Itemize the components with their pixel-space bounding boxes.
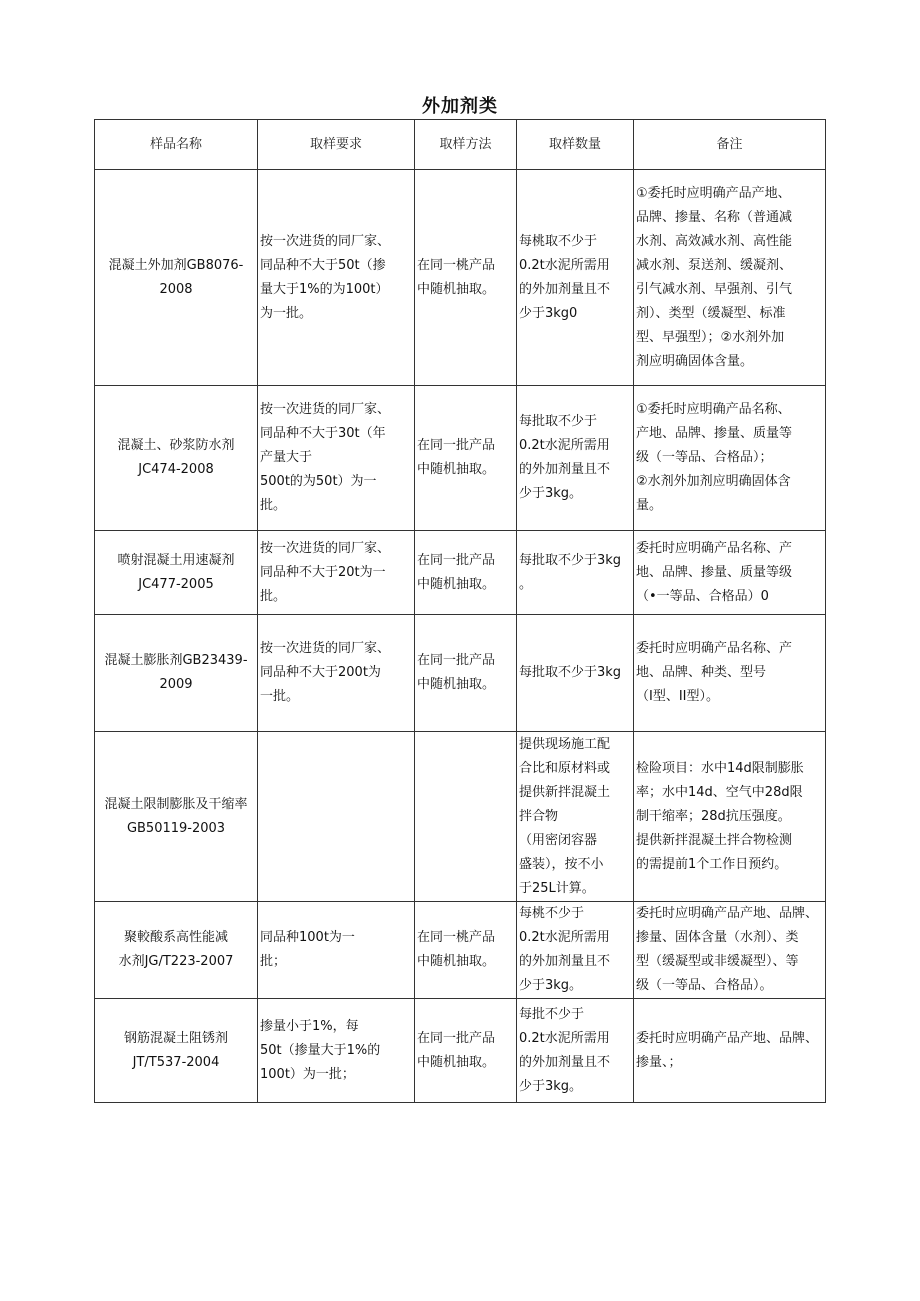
cell-text-line: 按一次进货的同厂家、 [260, 233, 391, 249]
cell-text-line: 在同一批产品 [417, 552, 496, 568]
cell-text-line: 委托时应明确产品产地、品牌、 [636, 906, 819, 921]
cell-text-line: 0.2t水泥所需用 [519, 1030, 610, 1046]
cell-text-line: 中随机抽取。 [417, 462, 496, 477]
cell-sampling-method [415, 531, 517, 615]
cell-sampling-quantity [517, 732, 634, 902]
cell-text-line: 拌合物 [519, 808, 559, 824]
cell-sampling-method [415, 615, 517, 732]
cell-sampling-requirement [258, 732, 415, 902]
cell-text-line: JT/T537-2004 [132, 1054, 220, 1070]
cell-text-line: 喷射混凝土用速凝剂 [117, 552, 235, 568]
cell-text-line: 地、品牌、掺量、质量等级 [636, 564, 793, 580]
cell-sampling-quantity [517, 902, 634, 999]
cell-text-line: 提供现场施工配 [519, 736, 611, 752]
cell-sampling-method [415, 386, 517, 531]
cell-text-line: 引气减水剂、早强剂、引气 [636, 281, 793, 297]
cell-text-line: 少于3kg。 [519, 978, 583, 993]
cell-text-line: 少于3kg0 [519, 305, 578, 321]
cell-text-line: ①委托时应明确产品名称、 [636, 402, 791, 417]
cell-text-line: 为一批。 [260, 305, 313, 321]
cell-sampling-method [415, 999, 517, 1103]
cell-text-line: 中随机抽取。 [417, 954, 496, 969]
cell-text-line: 中随机抽取。 [417, 1054, 496, 1070]
cell-remarks [634, 999, 826, 1103]
cell-sample-name [95, 386, 258, 531]
cell-remarks [634, 170, 826, 386]
cell-remarks [634, 531, 826, 615]
cell-remarks [634, 615, 826, 732]
cell-text-line: 按一次进货的同厂家、 [260, 641, 391, 656]
cell-sample-name [95, 615, 258, 732]
cell-text-line: 合比和原材料或 [519, 760, 611, 776]
cell-text-line: 提供新拌混凝土 [519, 784, 611, 800]
cell-text-line: 每批取不少于3kg [519, 665, 622, 680]
cell-text-line: 委托时应明确产品名称、产 [636, 540, 793, 556]
cell-text-line: 混凝土限制膨胀及干缩率 [104, 796, 248, 812]
cell-remarks [634, 386, 826, 531]
cell-sampling-requirement [258, 999, 415, 1103]
cell-text-line: 在同一桃产品 [417, 257, 496, 273]
cell-sampling-quantity [517, 531, 634, 615]
cell-sampling-requirement [258, 902, 415, 999]
cell-sampling-method [415, 732, 517, 902]
cell-sampling-method [415, 170, 517, 386]
cell-text-line: 的外加剂量且不 [519, 281, 611, 297]
cell-text-line: 水剂、高效减水剂、高性能 [636, 233, 793, 249]
cell-text-line: 减水剂、泵送剂、缓凝剂、 [636, 257, 793, 273]
cell-text-line: 中随机抽取。 [417, 677, 496, 692]
cell-text-line: 同品种不大于20t为一 [260, 564, 386, 580]
cell-sampling-requirement [258, 615, 415, 732]
cell-text-line: 的外加剂量且不 [519, 1054, 611, 1070]
header-sampling-requirement: 取样要求 [258, 120, 415, 170]
cell-text-line: 在同一批产品 [417, 438, 496, 453]
table-row [95, 531, 826, 615]
cell-text-line: 同品种不大于200t为 [260, 665, 381, 680]
cell-text-line: 地、品牌、种类、型号 [636, 665, 767, 680]
cell-text-line: 量。 [636, 498, 663, 513]
cell-text-line: 按一次进货的同厂家、 [260, 540, 391, 556]
cell-text-line: 于25L计算。 [519, 880, 595, 896]
cell-text-line: 少于3kg。 [519, 1078, 583, 1094]
cell-remarks [634, 902, 826, 999]
cell-sampling-quantity [517, 999, 634, 1103]
cell-text-line: 100t）为一批； [260, 1066, 355, 1082]
cell-sample-name [95, 531, 258, 615]
cell-text-line: 检险项目：水中14d限制膨胀 [636, 760, 804, 776]
cell-text-line: 制干缩率；28d抗压强度。 [636, 808, 791, 824]
cell-text-line: 在同一批产品 [417, 653, 496, 668]
header-remarks: 备注 [634, 120, 826, 170]
cell-sampling-requirement [258, 531, 415, 615]
cell-text-line: 量大于1%的为100t） [260, 281, 389, 297]
cell-text-line: 型（缓凝型或非缓凝型）、等 [636, 954, 799, 969]
table-row [95, 170, 826, 386]
cell-text-line: （用密闭容器 [519, 832, 598, 848]
cell-text-line: 水剂JG/T223-2007 [118, 954, 234, 969]
cell-text-line: ①委托时应明确产品产地、 [636, 185, 791, 201]
cell-text-line: 级（一等品、合格品）； [636, 450, 773, 465]
cell-text-line: 批； [260, 954, 287, 969]
cell-text-line: 在同一桃产品 [417, 930, 496, 945]
cell-sampling-requirement [258, 386, 415, 531]
cell-text-line: 的外加剂量且不 [519, 462, 611, 477]
table-row [95, 999, 826, 1103]
cell-text-line: 500t的为50t）为一 [260, 474, 377, 489]
cell-text-line: JC477-2005 [138, 576, 214, 592]
cell-sample-name [95, 170, 258, 386]
cell-text-line: 的外加剂量且不 [519, 954, 611, 969]
cell-text-line: 中随机抽取。 [417, 281, 496, 297]
cell-text-line: 0.2t水泥所需用 [519, 930, 610, 945]
cell-text-line: 一批。 [260, 689, 300, 704]
cell-text-line: 率；水中14d、空气中28d限 [636, 784, 803, 800]
cell-sample-name [95, 999, 258, 1103]
table-row [95, 386, 826, 531]
cell-text-line: 级（一等品、合格品）。 [636, 978, 773, 993]
cell-text-line: 混凝土、砂浆防水剂 [117, 438, 235, 453]
admixture-sampling-table [94, 119, 826, 1103]
cell-text-line: （I型、II型）。 [636, 689, 720, 704]
cell-text-line: 0.2t水泥所需用 [519, 257, 610, 273]
cell-sampling-quantity [517, 615, 634, 732]
cell-text-line: 按一次进货的同厂家、 [260, 402, 391, 417]
cell-sampling-method [415, 902, 517, 999]
cell-sampling-quantity [517, 170, 634, 386]
cell-text-line: 在同一批产品 [417, 1030, 496, 1046]
table-row [95, 902, 826, 999]
cell-text-line: 钢筋混凝土阻锈剂 [123, 1030, 228, 1046]
cell-text-line: 2008 [159, 281, 193, 297]
cell-text-line: 掺量小于1%，每 [260, 1018, 359, 1034]
cell-text-line: 产量大于 [260, 450, 313, 465]
header-sampling-method: 取样方法 [415, 120, 517, 170]
cell-text-line: 每批不少于 [519, 1006, 585, 1022]
cell-text-line: 混凝土外加剂GB8076- [108, 257, 244, 273]
cell-text-line: 同品种不大于50t（掺 [260, 257, 386, 273]
cell-text-line: 委托时应明确产品产地、品牌、 [636, 1030, 819, 1046]
header-sample-name: 样品名称 [95, 120, 258, 170]
cell-text-line: 每批取不少于 [519, 414, 598, 429]
cell-text-line: 提供新拌混凝土拌合物检测 [636, 832, 793, 848]
cell-text-line: 委托时应明确产品名称、产 [636, 641, 793, 656]
cell-text-line: 少于3kg。 [519, 486, 583, 501]
cell-text-line: JC474-2008 [138, 462, 214, 477]
cell-text-line: 剂应明确固体含量。 [636, 353, 754, 369]
table-header-row [95, 120, 826, 170]
cell-text-line: 同品种不大于30t（年 [260, 426, 386, 441]
cell-text-line: 中随机抽取。 [417, 576, 496, 592]
cell-text-line: 剂）、类型（缓凝型、标准 [636, 305, 786, 321]
cell-sample-name [95, 732, 258, 902]
cell-remarks [634, 732, 826, 902]
cell-text-line: ②水剂外加剂应明确固体含 [636, 474, 791, 489]
cell-text-line: GB50119-2003 [126, 820, 226, 836]
cell-sampling-requirement [258, 170, 415, 386]
header-sampling-quantity: 取样数量 [517, 120, 634, 170]
cell-text-line: 0.2t水泥所需用 [519, 438, 610, 453]
cell-text-line: 掺量、固体含量（水剂）、类 [636, 930, 799, 945]
table-row [95, 615, 826, 732]
cell-text-line: 50t（掺量大于1%的 [260, 1042, 381, 1058]
cell-text-line: 型、早强型）；②水剂外加 [636, 329, 785, 345]
cell-text-line: 。 [519, 576, 533, 592]
cell-text-line: 每桃不少于 [519, 906, 585, 921]
cell-text-line: 产地、品牌、掺量、质量等 [636, 426, 793, 441]
cell-sampling-quantity [517, 386, 634, 531]
cell-text-line: 掺量、； [636, 1054, 682, 1070]
cell-text-line: 批。 [260, 588, 287, 604]
page-title: 外加剂类 [422, 96, 498, 117]
cell-text-line: 盛装），按不小 [519, 856, 604, 872]
cell-text-line: 批。 [260, 498, 287, 513]
cell-text-line: 混凝土膨胀剂GB23439- [104, 653, 248, 668]
cell-text-line: 同品种100t为一 [260, 930, 355, 945]
cell-sample-name [95, 902, 258, 999]
cell-text-line: 每批取不少于3kg [519, 552, 622, 568]
cell-text-line: 的需提前1个工作日预约。 [636, 856, 788, 872]
table-row [95, 732, 826, 902]
cell-text-line: 品牌、掺量、名称（普通减 [636, 209, 793, 225]
cell-text-line: 每桃取不少于 [519, 233, 598, 249]
cell-text-line: （•一等品、合格品）0 [636, 588, 769, 604]
table-body [95, 170, 826, 1103]
cell-text-line: 聚較酸系高性能减 [123, 930, 228, 945]
cell-text-line: 2009 [159, 677, 193, 692]
